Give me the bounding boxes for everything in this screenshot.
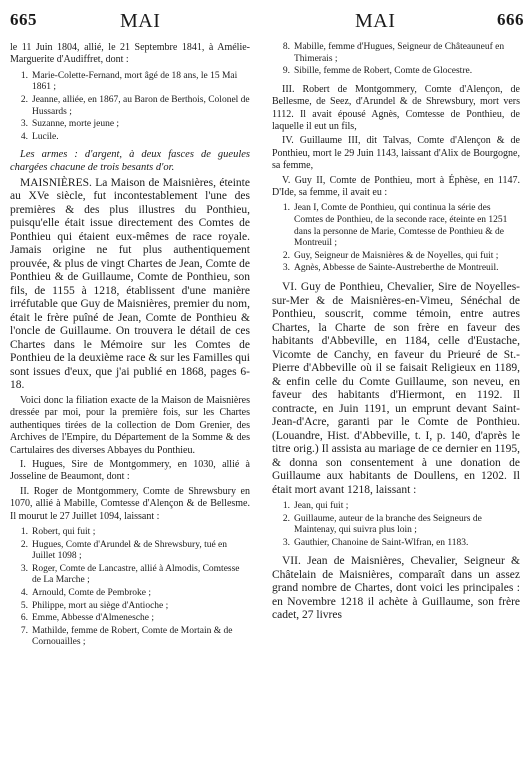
list-number: 4. — [20, 131, 28, 142]
generation-2-children-list — [10, 527, 250, 649]
list-item — [10, 626, 250, 649]
list-item — [272, 263, 520, 275]
list-number: 9. — [282, 66, 290, 77]
list-item — [10, 613, 250, 625]
list-text: Roger, Comte de Lancastre, allié à Almodis, Comtesse de La Marche ; — [32, 563, 240, 586]
list-item — [10, 95, 250, 118]
intro-paragraph: le 11 Juin 1804, allié, le 21 Septembre 1841, à Amélie-Marguerite d'Audiffret, dont : — [10, 42, 250, 66]
list-item — [272, 251, 520, 263]
list-text: Jeanne, alliée, en 1867, au Baron de Berthois, Colonel de Hussards ; — [32, 95, 250, 117]
list-text: Arnould, Comte de Pembroke ; — [32, 588, 151, 598]
generation-6-children-list — [272, 501, 520, 549]
list-item — [10, 564, 250, 587]
list-item — [10, 601, 250, 613]
list-text: Mabille, femme d'Hugues, Seigneur de Châteauneuf en Thimerais ; — [294, 42, 505, 64]
continued-children-list — [272, 42, 520, 78]
list-item — [10, 540, 250, 563]
list-number: 1. — [20, 70, 28, 81]
list-number: 6. — [20, 613, 28, 624]
generation-5-children-list — [272, 203, 520, 275]
generation-3-paragraph: III. Robert de Montgommery, Comte d'Alençon, de Bellesme, de Seez, d'Arundel & de Shrewsbury, mort vers 1112. Il avait épousé Agnès, Comtesse de Ponthieu, de laquelle il eut un fils, — [272, 83, 520, 132]
list-text: Lucile. — [32, 131, 59, 142]
list-number: 1. — [20, 527, 28, 538]
list-number: 2. — [20, 539, 28, 550]
list-number: 5. — [20, 600, 28, 611]
list-item — [272, 203, 520, 249]
page-header — [0, 10, 532, 40]
list-number: 3. — [282, 537, 290, 548]
right-column — [272, 42, 520, 762]
list-item — [272, 538, 520, 550]
list-item — [272, 42, 520, 65]
page-number-right: 666 — [497, 10, 524, 29]
list-number: 7. — [20, 625, 28, 636]
filiation-paragraph: Voici donc la filiation exacte de la Maison de Maisnières dressée par moi, pour la première fois, sur les Chartes authentiques tirées de la collection de Dom Grenier, des Archives de l'Empire, du Département de la Somme & des Cartulaires des diverses Abbayes du Ponthieu. — [10, 394, 250, 456]
list-item — [10, 527, 250, 539]
list-item — [272, 514, 520, 537]
maisnieres-paragraph: MAISNIÈRES. La Maison de Maisnières, éteinte au XVe siècle, fut incontestablement l'une des premières & des plus illustres du Ponthieu, puisqu'elle était issue directement des Comtes de Ponthieu qui étaient eux-mêmes de race royale. Jamais origine ne fut plus authentiquement prouvée, & plus de vingt Chartes de Jean, Comte de Ponthieu & de Guillaume, Comte de Ponthieu, son fils, de 1155 à 1218, établissent d'une manière irréfutable que Guy de Maisnières, premier du nom, était le frère puîné de Jean, Comte de Ponthieu & l'oncle de Guillaume. On trouvera le détail de ces Chartes dans le Mémoire sur les Comtes de Ponthieu de la deuxième race & sur les Familles qui sont issues d'eux, que j'ai publié en 1868, pages 6-18. — [10, 176, 250, 392]
list-item — [272, 501, 520, 513]
list-number: 1. — [282, 501, 290, 511]
list-number: 1. — [282, 203, 290, 214]
list-text: Guillaume, auteur de la branche des Seigneurs de Maintenay, qui suivra plus loin ; — [294, 513, 482, 536]
page-number-left: 665 — [10, 10, 37, 29]
generation-2-paragraph: II. Roger de Montgommery, Comte de Shrewsbury en 1070, allié à Mabille, Comtesse d'Alençon & de Bellesme. Il mourut le 27 Juillet 1094, laissant : — [10, 485, 250, 522]
list-text: Sibille, femme de Robert, Comte de Glocestre. — [294, 66, 473, 77]
running-head-right: MAI — [355, 10, 396, 32]
list-number: 2. — [282, 250, 290, 261]
list-text: Jean I, Comte de Ponthieu, qui continua la série des Comtes de Ponthieu, de la seconde race, éteinte en 1251 dans la personne de Marie, Comtesse de Ponthieu & de Montreuil ; — [294, 203, 508, 249]
list-text: Guy, Seigneur de Maisnières & de Noyelles, qui fuit ; — [294, 250, 499, 261]
list-number: 4. — [20, 588, 28, 598]
list-text: Jean, qui fuit ; — [294, 501, 349, 511]
children-list — [10, 71, 250, 144]
list-number: 3. — [20, 563, 28, 574]
list-number: 2. — [282, 513, 290, 524]
arms-paragraph: Les armes : d'argent, à deux fasces de gueules chargées chacune de trois besants d'or. — [10, 149, 250, 174]
list-text: Marie-Colette-Fernand, mort âgé de 18 ans, le 15 Mai 1861 ; — [32, 70, 238, 93]
generation-7-paragraph: VII. Jean de Maisnières, Chevalier, Seigneur & Châtelain de Maisnières, comparaît dans un assez grand nombre de Chartes, dont voici les principales : en Novembre 1218 il achète à Guillaume, son frère cadet, 27 livres — [272, 555, 520, 622]
list-text: Philippe, mort au siège d'Antioche ; — [32, 600, 169, 611]
list-item — [10, 119, 250, 131]
running-head-left: MAI — [120, 10, 161, 32]
list-text: Mathilde, femme de Robert, Comte de Mortain & de Cornouailles ; — [32, 625, 233, 648]
list-number: 3. — [20, 119, 28, 130]
list-item — [272, 66, 520, 78]
list-item — [10, 588, 250, 600]
generation-4-paragraph: IV. Guillaume III, dit Talvas, Comte d'Alençon & de Ponthieu, mort le 29 Juin 1143, laissant d'Alix de Bourgogne, sa femme, — [272, 135, 520, 172]
list-text: Emme, Abbesse d'Almenesche ; — [32, 613, 155, 624]
generation-5-paragraph: V. Guy II, Comte de Ponthieu, mort à Éphèse, en 1147. D'Ide, sa femme, il avait eu : — [272, 174, 520, 199]
list-number: 8. — [282, 42, 290, 52]
list-text: Agnès, Abbesse de Sainte-Austreberthe de Montreuil. — [294, 263, 499, 274]
list-item — [10, 132, 250, 144]
generation-1-paragraph: I. Hugues, Sire de Montgommery, en 1030, allié à Josseline de Beaumont, dont : — [10, 459, 250, 483]
list-text: Suzanne, morte jeune ; — [32, 119, 120, 130]
list-number: 2. — [20, 95, 28, 105]
list-item — [10, 71, 250, 94]
left-column — [10, 42, 250, 762]
list-number: 3. — [282, 263, 290, 274]
list-text: Hugues, Comte d'Arundel & de Shrewsbury, tué en Juillet 1098 ; — [32, 539, 228, 562]
list-text: Gauthier, Chanoine de Saint-Wlfran, en 1183. — [294, 537, 469, 548]
generation-6-paragraph: VI. Guy de Ponthieu, Chevalier, Sire de Noyelles-sur-Mer & de Maisnières-en-Vimeu, Sénéchal de Ponthieu, souscrit, comme témoin, entre autres Chartes, la Charte de son frère en faveur des habitants d'Abbeville, en 1184, celle d'Eustache, Vicomte de Canchy, en faveur du Prieuré de St.-Pierre d'Abbeville où il se faisait Religieux en 1189, & enfin celle du Comte Guillaume, son neveu, en faveur des habitants d'Hiermont, en 1192. Il contracte, en Juin 1191, un emprunt devant Saint-Jean-d'Acre, garanti par le Comte de Ponthieu. (Louandre, Hist. d'Abbeville, t. I, p. 140, d'après le titre orig.) Il assista au mariage de ce dernier en 1195, & donna son consentement à une donation de Guillaume aux habitants de Doullens, en 1202. Il était mort avant 1218, laissant : — [272, 281, 520, 496]
list-text: Robert, qui fuit ; — [32, 527, 96, 538]
